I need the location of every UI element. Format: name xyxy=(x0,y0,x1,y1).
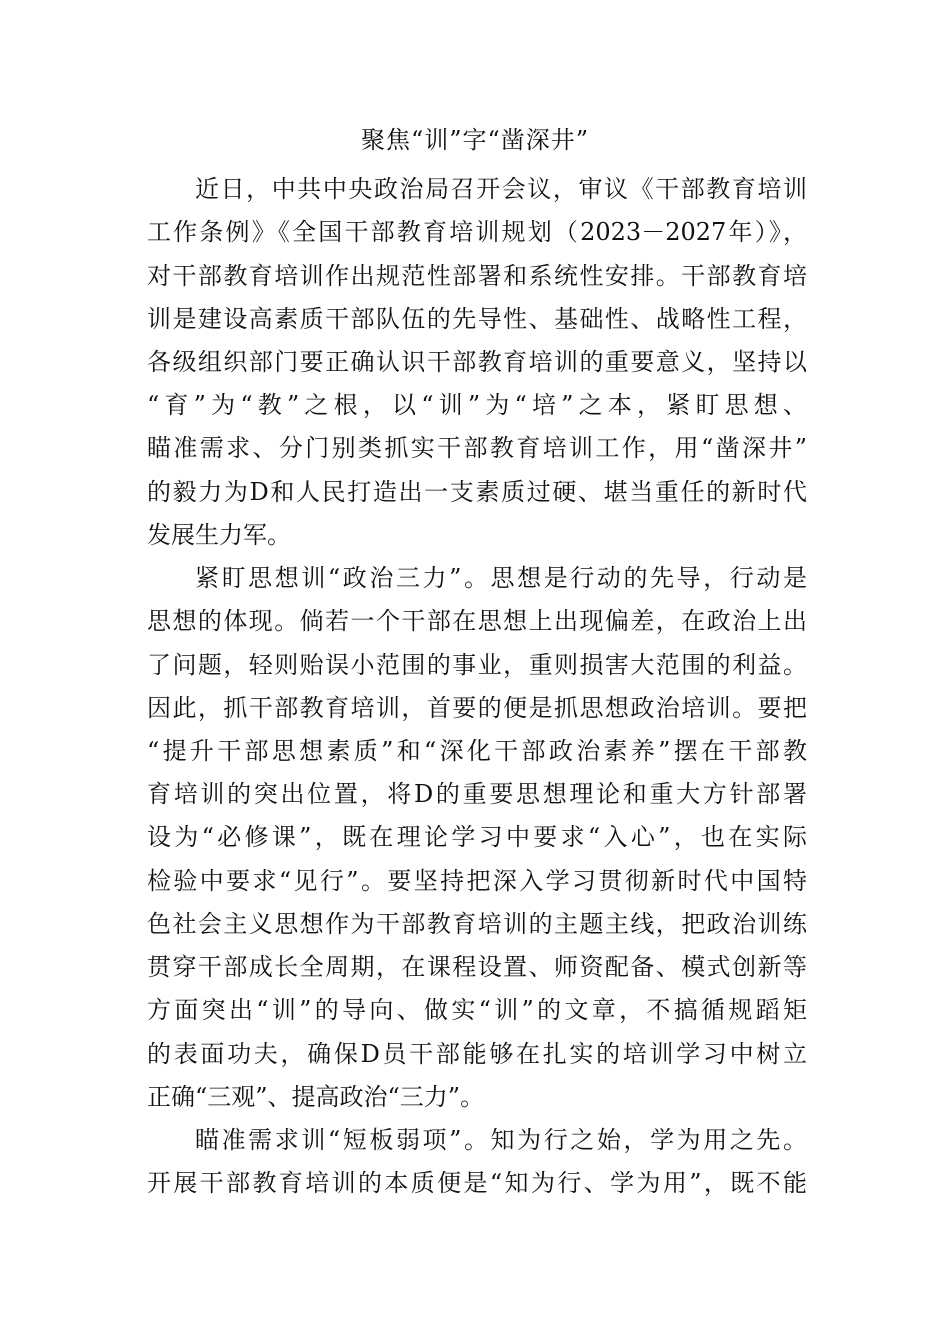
paragraph-1-line: 的毅力为D和人民打造出一支素质过硬、堪当重任的新时代 xyxy=(147,478,807,506)
paragraph-2-line: 因此，抓干部教育培训，首要的便是抓思想政治培训。要把 xyxy=(147,694,807,722)
paragraph-2-line: 的表面功夫，确保D员干部能够在扎实的培训学习中树立 xyxy=(147,1040,807,1068)
paragraph-2-line: 紧盯思想训“政治三力”。思想是行动的先导，行动是 xyxy=(195,564,807,592)
paragraph-1-line: 各级组织部门要正确认识干部教育培训的重要意义，坚持以 xyxy=(147,348,807,376)
paragraph-1-line: 对干部教育培训作出规范性部署和系统性安排。干部教育培 xyxy=(147,262,807,290)
paragraph-1-line: 瞄准需求、分门别类抓实干部教育培训工作，用“凿深井” xyxy=(147,434,807,462)
paragraph-2-line: 正确“三观”、提高政治“三力”。 xyxy=(147,1083,485,1111)
paragraph-2-line: 贯穿干部成长全周期，在课程设置、师资配备、模式创新等 xyxy=(147,953,807,981)
paragraph-1-line: “育”为“教”之根，以“训”为“培”之本，紧盯思想、 xyxy=(147,391,807,419)
paragraph-2-line: 检验中要求“见行”。要坚持把深入学习贯彻新时代中国特 xyxy=(147,867,807,895)
paragraph-2-line: 了问题，轻则贻误小范围的事业，重则损害大范围的利益。 xyxy=(147,651,807,679)
paragraph-2-line: 设为“必修课”，既在理论学习中要求“入心”，也在实际 xyxy=(147,823,807,851)
document-title: 聚焦“训”字“凿深井” xyxy=(360,126,590,154)
paragraph-1-line: 训是建设高素质干部队伍的先导性、基础性、战略性工程， xyxy=(147,305,807,333)
paragraph-2-line: 育培训的突出位置，将D的重要思想理论和重大方针部署 xyxy=(147,780,807,808)
paragraph-2-line: “提升干部思想素质”和“深化干部政治素养”摆在干部教 xyxy=(147,737,807,765)
paragraph-2-line: 思想的体现。倘若一个干部在思想上出现偏差，在政治上出 xyxy=(147,607,807,635)
paragraph-1-line: 近日，中共中央政治局召开会议，审议《干部教育培训 xyxy=(195,175,807,203)
paragraph-3-line: 瞄准需求训“短板弱项”。知为行之始，学为用之先。 xyxy=(195,1126,807,1154)
paragraph-2-line: 色社会主义思想作为干部教育培训的主题主线，把政治训练 xyxy=(147,910,807,938)
paragraph-1-line: 工作条例》《全国干部教育培训规划（2023－2027年）》， xyxy=(147,218,807,246)
paragraph-1-line: 发展生力军。 xyxy=(147,521,291,549)
paragraph-2-line: 方面突出“训”的导向、做实“训”的文章，不搞循规蹈矩 xyxy=(147,996,807,1024)
paragraph-3-line: 开展干部教育培训的本质便是“知为行、学为用”，既不能 xyxy=(147,1169,807,1197)
